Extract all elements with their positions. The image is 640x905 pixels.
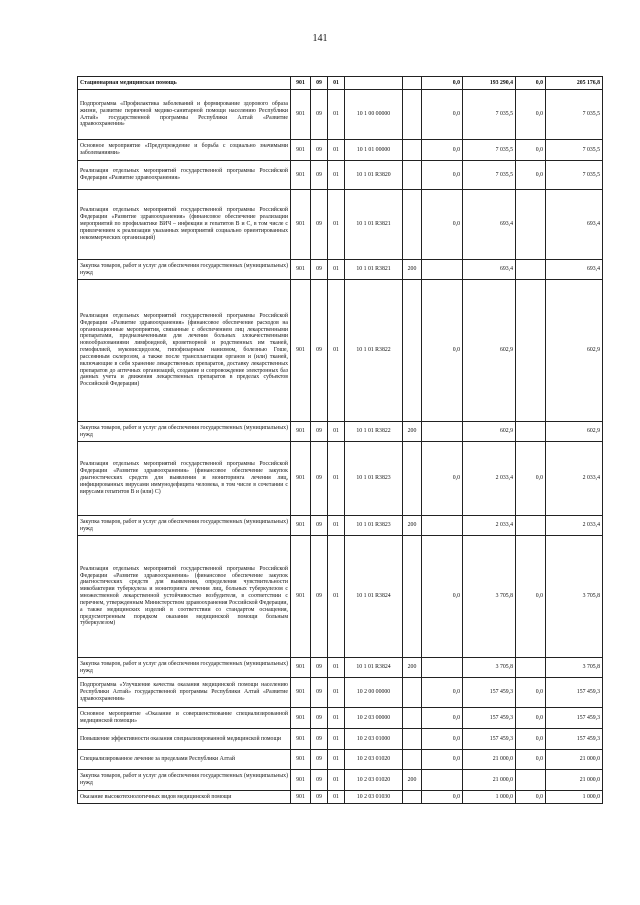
- row-value-2: 602,9: [463, 422, 516, 442]
- row-rz: 09: [311, 140, 328, 161]
- table-row: [78, 422, 603, 442]
- row-pr: 01: [328, 161, 345, 190]
- row-value-4: 157 459,3: [546, 708, 603, 729]
- row-rz: 09: [311, 280, 328, 422]
- row-gr: 901: [291, 161, 311, 190]
- row-value-2: 7 035,5: [463, 161, 516, 190]
- table-row: [78, 161, 603, 190]
- row-vr: 200: [403, 422, 422, 442]
- row-value-3: [516, 658, 546, 678]
- row-vr: [403, 90, 422, 140]
- row-value-3: 0,0: [516, 791, 546, 804]
- row-name: Реализация отдельных мероприятий государственной программы Российской Федерации «Развитие здравоохранения» (финансовое обеспечение расходов на организационные мероприятия, связанные с обеспечением лиц лекарственными препаратами, предназначенными для лечения больных злокачественными новообразованиями лимфоидной, кроветворной и родственных им тканей, гемофилией, муковисцидозом, гипофизарным нанизмом, болезнью Гоше, рассеянным склерозом, а также после трансплантации органов и (или) тканей, включающие в себя хранение лекарственных препаратов, доставку лекарственных препаратов до аптечных организаций, создание и сопровождение электронных баз данных учета и движения лекарственных препаратов в пределах субъектов Российской Федерации): [78, 280, 291, 422]
- row-rz: 09: [311, 750, 328, 770]
- row-vr: [403, 791, 422, 804]
- row-name: Стационарная медицинская помощь: [78, 77, 291, 90]
- row-value-2: 1 000,0: [463, 791, 516, 804]
- row-value-4: 602,9: [546, 422, 603, 442]
- row-value-2: 7 035,5: [463, 90, 516, 140]
- row-value-3: [516, 770, 546, 791]
- row-name: Реализация отдельных мероприятий государственной программы Российской Федерации «Развитие здравоохранения» (финансовое обеспечение закупок диагностических средств для выявления, определения чувствительности микобактерии туберкулеза и мониторинга лечения лиц, больных туберкулезом с множественной лекарственной устойчивостью возбудителя, в соответствии с перечнем, утвержденным Министерством здравоохранения Российской Федерации, а также медицинских изделий в соответствии со стандартом оснащения, предусмотренным порядком оказания медицинской помощи больным туберкулезом): [78, 536, 291, 658]
- row-rz: 09: [311, 422, 328, 442]
- row-vr: 200: [403, 516, 422, 536]
- row-value-3: [516, 280, 546, 422]
- row-rz: 09: [311, 516, 328, 536]
- row-rz: 09: [311, 658, 328, 678]
- row-value-4: 693,4: [546, 260, 603, 280]
- row-value-1: [422, 260, 463, 280]
- row-value-4: 157 459,3: [546, 729, 603, 750]
- row-value-1: 0,0: [422, 161, 463, 190]
- row-value-1: 0,0: [422, 442, 463, 516]
- table-row: [78, 442, 603, 516]
- row-csr: 10 2 03 01000: [345, 729, 403, 750]
- row-vr: [403, 678, 422, 708]
- row-gr: 901: [291, 516, 311, 536]
- row-value-1: 0,0: [422, 140, 463, 161]
- row-name: Специализированное лечение за пределами Республики Алтай: [78, 750, 291, 770]
- row-csr: 10 1 01 R3821: [345, 260, 403, 280]
- row-gr: 901: [291, 77, 311, 90]
- row-csr: 10 2 03 01020: [345, 750, 403, 770]
- row-name: Основное мероприятие «Предупреждение и борьба с социально значимыми заболеваниями»: [78, 140, 291, 161]
- row-gr: 901: [291, 750, 311, 770]
- row-value-2: 3 705,8: [463, 536, 516, 658]
- row-vr: [403, 708, 422, 729]
- row-gr: 901: [291, 536, 311, 658]
- row-pr: 01: [328, 280, 345, 422]
- row-name: Закупка товаров, работ и услуг для обеспечения государственных (муниципальных) нужд: [78, 658, 291, 678]
- row-value-4: 21 000,0: [546, 750, 603, 770]
- row-value-1: [422, 770, 463, 791]
- row-vr: 200: [403, 260, 422, 280]
- row-value-2: 7 035,5: [463, 140, 516, 161]
- row-name: Закупка товаров, работ и услуг для обеспечения государственных (муниципальных) нужд: [78, 260, 291, 280]
- row-value-3: 0,0: [516, 77, 546, 90]
- row-vr: [403, 190, 422, 260]
- row-value-2: 693,4: [463, 190, 516, 260]
- row-pr: 01: [328, 77, 345, 90]
- row-gr: 901: [291, 678, 311, 708]
- row-vr: [403, 536, 422, 658]
- row-value-2: 157 459,3: [463, 729, 516, 750]
- table-row: [78, 77, 603, 90]
- row-rz: 09: [311, 77, 328, 90]
- row-value-3: 0,0: [516, 708, 546, 729]
- row-value-4: 157 459,3: [546, 678, 603, 708]
- table-row: [78, 516, 603, 536]
- row-vr: [403, 750, 422, 770]
- row-pr: 01: [328, 536, 345, 658]
- row-value-2: 693,4: [463, 260, 516, 280]
- row-gr: 901: [291, 658, 311, 678]
- row-pr: 01: [328, 729, 345, 750]
- row-value-3: 0,0: [516, 536, 546, 658]
- row-csr: 10 2 03 01020: [345, 770, 403, 791]
- row-csr: 10 1 01 R3824: [345, 536, 403, 658]
- table-row: [78, 791, 603, 804]
- row-rz: 09: [311, 442, 328, 516]
- row-value-1: 0,0: [422, 190, 463, 260]
- row-value-3: 0,0: [516, 442, 546, 516]
- row-gr: 901: [291, 442, 311, 516]
- row-rz: 09: [311, 190, 328, 260]
- page-number: 141: [312, 33, 328, 44]
- row-value-4: 693,4: [546, 190, 603, 260]
- row-pr: 01: [328, 770, 345, 791]
- row-value-2: 2 033,4: [463, 442, 516, 516]
- row-value-3: 0,0: [516, 161, 546, 190]
- row-pr: 01: [328, 678, 345, 708]
- budget-table: [77, 76, 603, 804]
- row-value-1: 0,0: [422, 678, 463, 708]
- row-rz: 09: [311, 729, 328, 750]
- row-csr: 10 1 01 R3820: [345, 161, 403, 190]
- row-pr: 01: [328, 658, 345, 678]
- row-value-4: 205 176,8: [546, 77, 603, 90]
- row-value-1: 0,0: [422, 280, 463, 422]
- row-value-1: 0,0: [422, 729, 463, 750]
- row-name: Закупка товаров, работ и услуг для обеспечения государственных (муниципальных) нужд: [78, 422, 291, 442]
- row-rz: 09: [311, 536, 328, 658]
- row-vr: 200: [403, 658, 422, 678]
- row-name: Подпрограмма «Улучшение качества оказания медицинской помощи населению Республики Алтай» государственной программы Республики Алтай «Развитие здравоохранения»: [78, 678, 291, 708]
- row-value-2: 602,9: [463, 280, 516, 422]
- row-name: Реализация отдельных мероприятий государственной программы Российской Федерации «Развитие здравоохранения» (финансовое обеспечение закупок диагностических средств для выявления и мониторинга лечения лиц, инфицированных вирусами иммунодефицита человека, в том числе в сочетании с вирусами гепатитов В и (или) С): [78, 442, 291, 516]
- table-row: [78, 658, 603, 678]
- row-vr: [403, 77, 422, 90]
- table-row: [78, 708, 603, 729]
- row-vr: [403, 161, 422, 190]
- row-pr: 01: [328, 791, 345, 804]
- row-pr: 01: [328, 442, 345, 516]
- row-csr: 10 1 01 R3823: [345, 516, 403, 536]
- row-pr: 01: [328, 190, 345, 260]
- table-row: [78, 770, 603, 791]
- row-gr: 901: [291, 260, 311, 280]
- row-value-3: 0,0: [516, 678, 546, 708]
- row-gr: 901: [291, 422, 311, 442]
- row-gr: 901: [291, 190, 311, 260]
- row-name: Реализация отдельных мероприятий государственной программы Российской Федерации «Развитие здравоохранения» (финансовое обеспечение реализации мероприятий по профилактике ВИЧ – инфекции и гепатитов В и С, в том числе с привлечением к реализации указанных мероприятий социально ориентированных некоммерческих организаций): [78, 190, 291, 260]
- row-csr: 10 1 01 R3821: [345, 190, 403, 260]
- row-value-2: 21 000,0: [463, 770, 516, 791]
- row-value-4: 602,9: [546, 280, 603, 422]
- table-row: [78, 678, 603, 708]
- row-csr: [345, 77, 403, 90]
- row-value-3: 0,0: [516, 750, 546, 770]
- row-value-4: 7 035,5: [546, 140, 603, 161]
- table-row: [78, 729, 603, 750]
- row-pr: 01: [328, 750, 345, 770]
- row-gr: 901: [291, 708, 311, 729]
- row-csr: 10 2 03 01030: [345, 791, 403, 804]
- row-csr: 10 1 00 00000: [345, 90, 403, 140]
- row-value-1: 0,0: [422, 708, 463, 729]
- row-value-1: 0,0: [422, 536, 463, 658]
- row-value-3: [516, 422, 546, 442]
- row-pr: 01: [328, 708, 345, 729]
- row-name: Повышение эффективности оказания специализированной медицинской помощи: [78, 729, 291, 750]
- row-csr: 10 1 01 R3824: [345, 658, 403, 678]
- row-vr: 200: [403, 770, 422, 791]
- row-pr: 01: [328, 90, 345, 140]
- row-csr: 10 1 01 R3822: [345, 422, 403, 442]
- row-vr: [403, 280, 422, 422]
- row-value-4: 3 705,8: [546, 658, 603, 678]
- row-gr: 901: [291, 770, 311, 791]
- row-name: Подпрограмма «Профилактика заболеваний и формирование здорового образа жизни, развитие первичной медико-санитарной помощи населению Республики Алтай» государственной программы Республики Алтай «Развитие здравоохранения»: [78, 90, 291, 140]
- table-row: [78, 750, 603, 770]
- table-row: [78, 190, 603, 260]
- row-name: Оказание высокотехнологичных видов медицинской помощи: [78, 791, 291, 804]
- row-value-4: 1 000,0: [546, 791, 603, 804]
- row-value-4: 2 033,4: [546, 516, 603, 536]
- row-csr: 10 1 01 R3822: [345, 280, 403, 422]
- row-value-1: [422, 516, 463, 536]
- row-csr: 10 1 01 R3823: [345, 442, 403, 516]
- row-value-2: 193 290,4: [463, 77, 516, 90]
- row-name: Основное мероприятие «Оказание и совершенствование специализированной медицинской помощи»: [78, 708, 291, 729]
- row-pr: 01: [328, 516, 345, 536]
- row-value-4: 7 035,5: [546, 90, 603, 140]
- row-value-1: [422, 658, 463, 678]
- row-value-4: 3 705,8: [546, 536, 603, 658]
- row-csr: 10 2 00 00000: [345, 678, 403, 708]
- row-name: Закупка товаров, работ и услуг для обеспечения государственных (муниципальных) нужд: [78, 770, 291, 791]
- row-value-1: 0,0: [422, 90, 463, 140]
- row-pr: 01: [328, 422, 345, 442]
- row-gr: 901: [291, 729, 311, 750]
- row-pr: 01: [328, 260, 345, 280]
- row-value-3: 0,0: [516, 729, 546, 750]
- row-value-2: 157 459,3: [463, 708, 516, 729]
- row-rz: 09: [311, 161, 328, 190]
- row-value-3: [516, 190, 546, 260]
- table-row: [78, 90, 603, 140]
- table-row: [78, 536, 603, 658]
- table-row: [78, 140, 603, 161]
- row-value-4: 2 033,4: [546, 442, 603, 516]
- row-value-3: [516, 260, 546, 280]
- row-pr: 01: [328, 140, 345, 161]
- row-value-4: 21 000,0: [546, 770, 603, 791]
- row-rz: 09: [311, 260, 328, 280]
- row-value-1: [422, 422, 463, 442]
- row-name: Реализация отдельных мероприятий государственной программы Российской Федерации «Развитие здравоохранения»: [78, 161, 291, 190]
- row-value-3: 0,0: [516, 90, 546, 140]
- row-rz: 09: [311, 708, 328, 729]
- table-row: [78, 280, 603, 422]
- row-vr: [403, 140, 422, 161]
- row-rz: 09: [311, 770, 328, 791]
- table-row: [78, 260, 603, 280]
- row-value-2: 157 459,3: [463, 678, 516, 708]
- row-value-4: 7 035,5: [546, 161, 603, 190]
- row-value-1: 0,0: [422, 750, 463, 770]
- row-csr: 10 1 01 00000: [345, 140, 403, 161]
- row-rz: 09: [311, 791, 328, 804]
- row-name: Закупка товаров, работ и услуг для обеспечения государственных (муниципальных) нужд: [78, 516, 291, 536]
- row-value-2: 2 033,4: [463, 516, 516, 536]
- row-value-1: 0,0: [422, 77, 463, 90]
- row-gr: 901: [291, 791, 311, 804]
- row-value-3: [516, 516, 546, 536]
- row-value-3: 0,0: [516, 140, 546, 161]
- row-gr: 901: [291, 280, 311, 422]
- row-vr: [403, 442, 422, 516]
- row-value-2: 3 705,8: [463, 658, 516, 678]
- row-rz: 09: [311, 678, 328, 708]
- row-csr: 10 2 03 00000: [345, 708, 403, 729]
- row-vr: [403, 729, 422, 750]
- row-value-2: 21 000,0: [463, 750, 516, 770]
- row-value-1: 0,0: [422, 791, 463, 804]
- row-gr: 901: [291, 140, 311, 161]
- row-rz: 09: [311, 90, 328, 140]
- row-gr: 901: [291, 90, 311, 140]
